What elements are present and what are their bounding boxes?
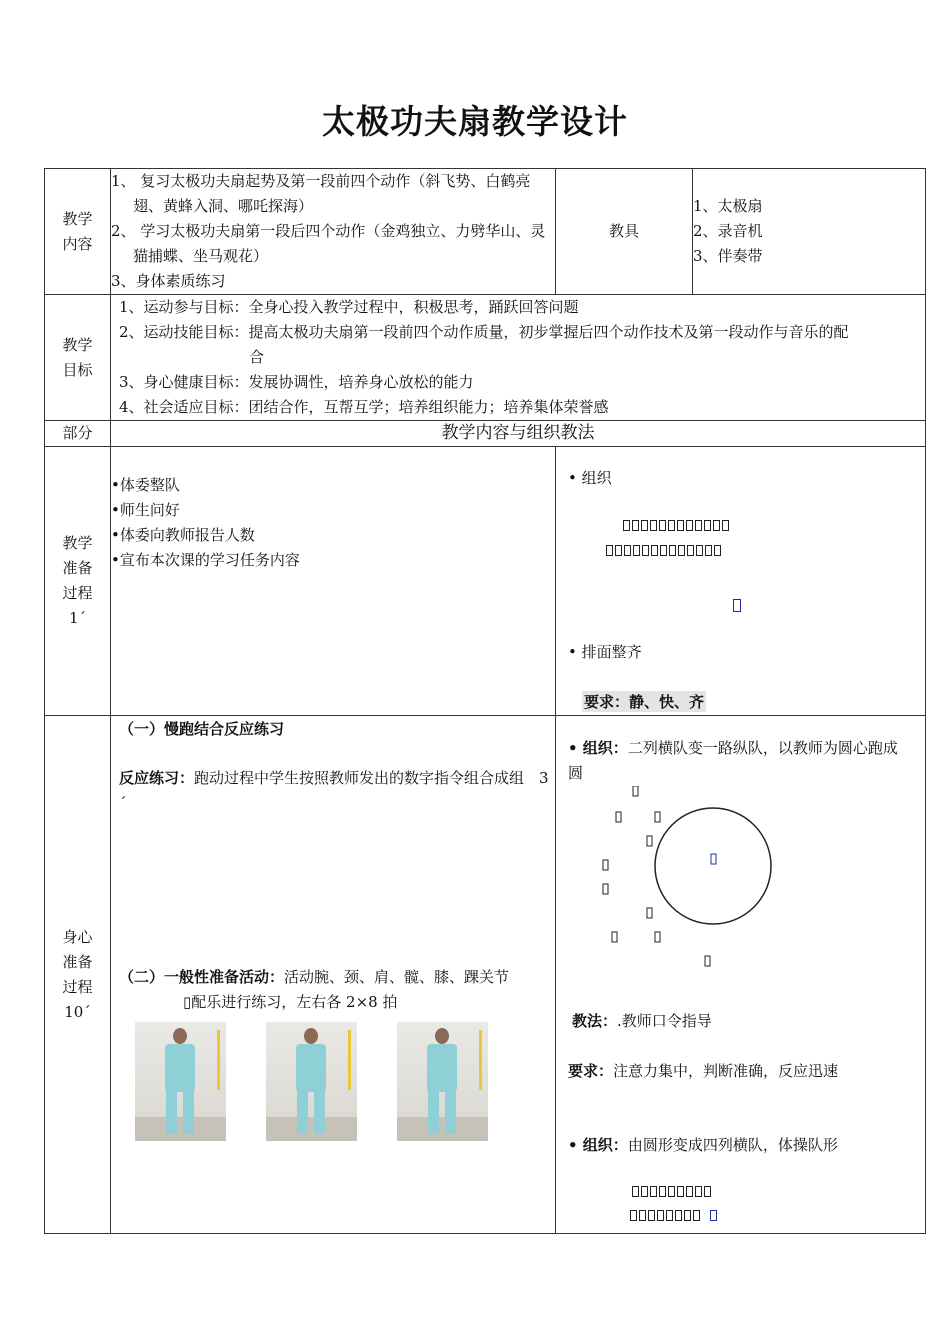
org2: • 组织：由圆形变成四列横队，体操队形 <box>568 1136 838 1154</box>
goals-list <box>111 295 926 421</box>
org-label: • 组织 <box>568 469 612 487</box>
goal-item-cont: 合 <box>249 348 265 366</box>
exercise-photo <box>266 1022 357 1141</box>
label-section: 部分 <box>45 421 111 447</box>
content-list <box>111 169 556 295</box>
requirement: 要求：静、快、齐 <box>584 693 705 711</box>
equipment-item: 1、太极扇 <box>693 197 763 215</box>
method: 教法：.教师口令指导 <box>572 1012 712 1030</box>
prep-step: •师生问好 <box>111 501 180 519</box>
row-section-header <box>45 421 926 447</box>
row-teaching-content <box>45 169 926 295</box>
warmup-content <box>111 716 556 1234</box>
equipment-item: 2、录音机 <box>693 222 763 240</box>
row-teaching-goals <box>45 295 926 421</box>
exercise-photo <box>397 1022 488 1141</box>
section2-title: （二）一般性准备活动：活动腕、颈、肩、髋、膝、踝关节 <box>119 968 510 986</box>
formation-label: • 排面整齐 <box>568 643 642 661</box>
preparation-steps <box>111 447 556 716</box>
requirement2: 要求：注意力集中，判断准确，反应迅速 <box>568 1062 839 1080</box>
content-item: 3、身体素质练习 <box>111 272 226 290</box>
content-item: 2、 学习太极功夫扇第一段后四个动作（金鸡独立、力劈华山、灵猫捕蝶、坐马观花） <box>111 222 546 265</box>
label-teaching-goals: 教学目标 <box>45 295 111 421</box>
content-item: 1、 复习太极功夫扇起势及第一段前四个动作（斜飞势、白鹤亮翅、黄蜂入洞、哪吒探海） <box>111 172 531 215</box>
page-title: 太极功夫扇教学设计 <box>322 102 628 141</box>
label-equipment: 教具 <box>556 169 693 295</box>
label-teaching-content: 教学内容 <box>45 169 111 295</box>
student-row-2 <box>606 545 723 556</box>
circle-formation-diagram <box>596 786 786 976</box>
exercise-photos <box>119 1022 488 1141</box>
goal-item: 4、社会适应目标：团结合作，互帮互学；培养组织能力；培养集体荣誉感 <box>119 398 609 416</box>
equipment-list <box>693 169 926 295</box>
exercise-photo <box>135 1022 226 1141</box>
row-preparation <box>45 447 926 716</box>
section-header: 教学内容与组织教法 <box>111 421 926 447</box>
teacher-marker <box>733 595 743 613</box>
warmup-organization <box>556 716 926 1234</box>
student-row-3 <box>632 1186 713 1197</box>
equipment-item: 3、伴奏带 <box>693 247 763 265</box>
label-preparation: 教学准备过程 1´ <box>45 447 111 716</box>
goal-item: 3、身心健康目标：发展协调性，培养身心放松的能力 <box>119 373 474 391</box>
section1-title: （一）慢跑结合反应练习 <box>119 720 285 738</box>
reaction-practice: 反应练习：跑动过程中学生按照教师发出的数字指令组合成组 3´ <box>119 769 549 812</box>
prep-step: •体委向教师报告人数 <box>111 526 255 544</box>
preparation-organization <box>556 447 926 716</box>
prep-step: •宣布本次课的学习任务内容 <box>111 551 300 569</box>
goal-item: 2、运动技能目标：提高太极功夫扇第一段前四个动作质量，初步掌握后四个动作技术及第一段动作与音乐的配 <box>119 323 849 341</box>
label-warmup: 身心准备过程 10´ <box>45 716 111 1234</box>
student-row-1 <box>623 520 731 531</box>
lesson-plan-table <box>44 168 926 1234</box>
prep-step: •体委整队 <box>111 476 180 494</box>
org1: • 组织：二列横队变一路纵队，以教师为圆心跑成圆 <box>568 739 898 782</box>
goal-item: 1、运动参与目标：全身心投入教学过程中，积极思考，踊跃回答问题 <box>119 298 579 316</box>
section2-text: ▯配乐进行练习，左右各 2×8 拍 <box>183 993 398 1011</box>
student-row-4 <box>630 1210 719 1221</box>
row-warmup <box>45 716 926 1234</box>
